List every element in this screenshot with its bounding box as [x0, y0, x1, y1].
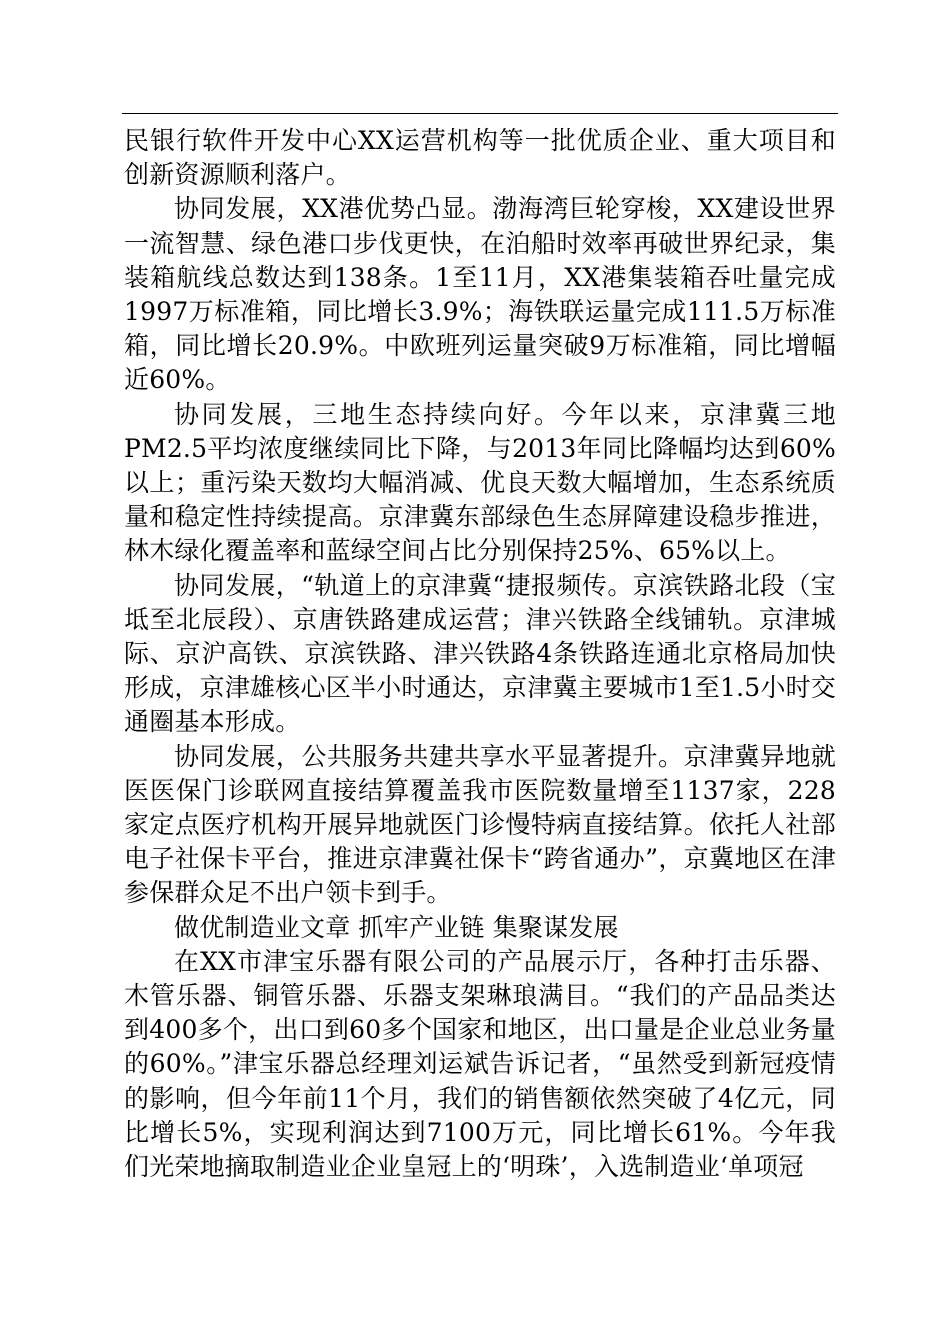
section-heading: 做优制造业文章 抓牢产业链 集聚谋发展 [174, 912, 619, 942]
paragraph-public-services: 协同发展，公共服务共建共享水平显著提升。京津冀异地就医医保门诊联网直接结算覆盖我市医院数量增至1137家，228家定点医疗机构开展异地就医门诊慢特病直接结算。依托人社部电子社保卡平台，推进京津冀社保卡“跨省通办”，京冀地区在津参保群众足不出户领卡到手。 [124, 741, 836, 908]
paragraph-continuation: 民银行软件开发中心XX运营机构等一批优质企业、重大项目和创新资源顺利落户。 [124, 126, 836, 190]
paragraph-manufacturing: 在XX市津宝乐器有限公司的产品展示厅，各种打击乐器、木管乐器、铜管乐器、乐器支架琳琅满目。“我们的产品品类达到400多个，出口到60多个国家和地区，出口量是企业总业务量的60%。”津宝乐器总经理刘运斌告诉记者，“虽然受到新冠疫情的影响，但今年前11个月，我们的销售额依然突破了4亿元，同比增长5%，实现利润达到7100万元，同比增长61%。今年我们光荣地摘取制造业企业皇冠上的‘明珠’，入选制造业‘单项冠 [124, 946, 836, 1182]
paragraph-railway: 协同发展，“轨道上的京津冀“捷报频传。京滨铁路北段（宝坻至北辰段）、京唐铁路建成运营；津兴铁路全线铺轨。京津城际、京沪高铁、京滨铁路、津兴铁路4条铁路连通北京格局加快形成，京津雄核心区半小时通达，京津冀主要城市1至1.5小时交通圈基本形成。 [124, 570, 836, 737]
header-rule [122, 113, 838, 114]
document-body [124, 124, 836, 1184]
paragraph-port: 协同发展，XX港优势凸显。渤海湾巨轮穿梭，XX建设世界一流智慧、绿色港口步伐更快，在泊船时效率再破世界纪录，集装箱航线总数达到138条。1至11月，XX港集装箱吞吐量完成1997万标准箱，同比增长3.9%；海铁联运量完成111.5万标准箱，同比增长20.9%。中欧班列运量突破9万标准箱，同比增幅近60%。 [124, 194, 836, 395]
paragraph-ecology: 协同发展，三地生态持续向好。今年以来，京津冀三地PM2.5平均浓度继续同比下降，与2013年同比降幅均达到60%以上；重污染天数均大幅消减、优良天数大幅增加，生态系统质量和稳定性持续提高。京津冀东部绿色生态屏障建设稳步推进，林木绿化覆盖率和蓝绿空间占比分别保持25%、65%以上。 [124, 399, 836, 566]
